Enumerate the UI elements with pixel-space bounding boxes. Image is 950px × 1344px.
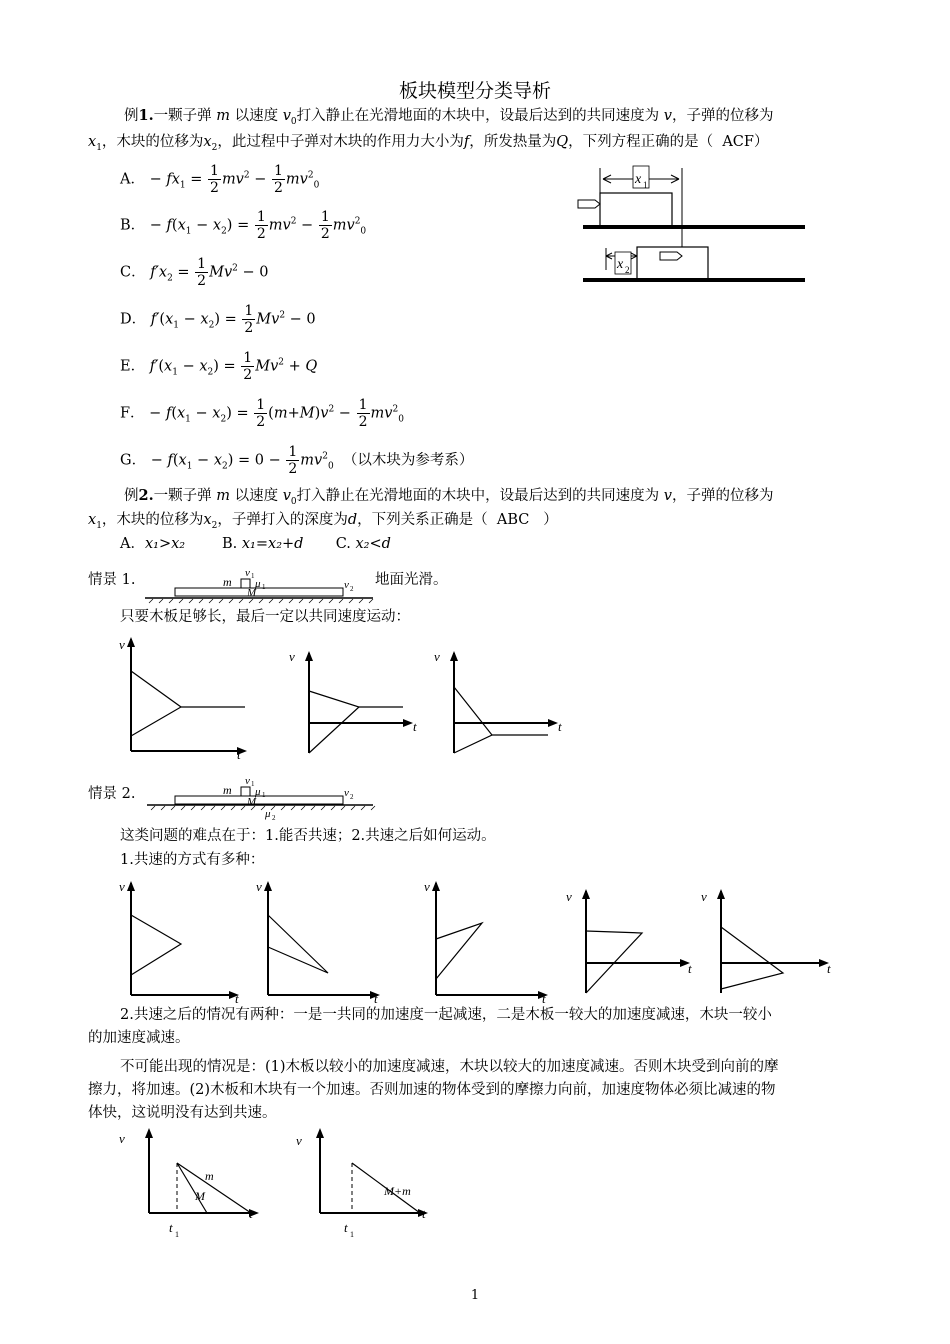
scene2-label: 情景 2.: [88, 786, 136, 802]
svg-text:t: t: [413, 719, 417, 734]
scene2-graph-4: [560, 885, 700, 995]
scene2-graph-2: [252, 875, 387, 1005]
ex1-option-d: D． $f'(x_1 - x_2)$ = $\frac{1}{2}$ $Mv^2 - 0$: [120, 303, 316, 336]
scene1-graph-1: [115, 633, 255, 763]
scene1-note: 地面光滑。: [375, 572, 448, 588]
scene2-desc2: 1.共速的方式有多种：: [120, 852, 265, 868]
svg-text:1: 1: [262, 583, 266, 591]
svg-text:M: M: [247, 796, 257, 808]
scene1-graph-3: [430, 645, 570, 760]
svg-text:t: t: [422, 1206, 426, 1221]
ex1-line1: 例1.一颗子弹 m 以速度 $v_0$打入静止在光滑地面的木块中，设最后达到的共同速度为 v，子弹的位移为: [124, 107, 774, 127]
svg-text:M: M: [195, 1189, 205, 1203]
svg-text:v: v: [245, 775, 250, 787]
svg-text:1: 1: [175, 1230, 179, 1239]
svg-text:1: 1: [251, 572, 255, 580]
svg-text:1: 1: [350, 1230, 354, 1239]
svg-text:v: v: [344, 579, 349, 591]
svg-text:t: t: [235, 991, 239, 1006]
svg-text:2: 2: [272, 814, 276, 822]
svg-text:v: v: [424, 879, 430, 894]
svg-text:t: t: [558, 719, 562, 734]
scene2-graph-3: [420, 875, 555, 1005]
scene2-graph-5: [695, 885, 840, 995]
scene2-graph-1: [115, 875, 245, 1005]
bottom-graph-1: [115, 1125, 270, 1245]
ex1-option-g: G． − $f(x_1 - x_2) = 0$ − $\frac{1}{2}$ $mv^2_0$ （以木块为参考系）: [120, 444, 474, 477]
svg-text:v: v: [119, 637, 125, 652]
ex2-line2: $x_1$，木块的位移为$x_2$，子弹打入的深度为d，下列关系正确是（ ABC ）: [88, 512, 558, 531]
svg-text:μ: μ: [255, 786, 261, 798]
svg-text:t: t: [827, 961, 831, 976]
para3-line2: 的加速度减速。: [88, 1030, 190, 1046]
svg-text:μ: μ: [265, 808, 271, 820]
svg-text:v: v: [701, 889, 707, 904]
svg-text:v: v: [119, 879, 125, 894]
ex1-option-a: A． − $fx_1$ = $\frac{1}{2}$ $mv^2$ − $\frac{1}{2}$ $mv^2_0$: [120, 163, 320, 196]
ex1-option-c: C． $f'x_2$ = $\frac{1}{2}$ $Mv^2 - 0$: [120, 256, 269, 289]
svg-text:1: 1: [643, 180, 648, 190]
svg-text:t: t: [169, 1220, 173, 1235]
svg-text:x: x: [635, 172, 642, 187]
ex1-option-e: E． $f'(x_1 - x_2)$ = $\frac{1}{2}$ $Mv^2 + Q$: [120, 350, 318, 383]
svg-text:2: 2: [625, 265, 630, 275]
svg-text:M: M: [247, 587, 257, 599]
ex1-option-f: F． − $f(x_1 - x_2)$ = $\frac{1}{2}$ $(m+M)v^2$ − $\frac{1}{2}$ $mv^2_0$: [120, 397, 404, 430]
svg-text:t: t: [688, 961, 692, 976]
bullet-block-diagram: [575, 160, 810, 290]
scene1-desc: 只要木板足够长，最后一定以共同速度运动：: [120, 609, 410, 625]
svg-text:v: v: [434, 649, 440, 664]
para4-line1: 不可能出现的情况是：(1)木板以较小的加速度减速，木块以较大的加速度减速。否则木块受到向前的摩: [120, 1059, 779, 1075]
svg-text:t: t: [374, 991, 378, 1006]
svg-text:m: m: [223, 575, 232, 589]
svg-text:v: v: [256, 879, 262, 894]
scene1-board-diagram: [145, 562, 375, 604]
ex1-option-b: B． − $f(x_1 - x_2)$ = $\frac{1}{2}$ $mv^2$ − $\frac{1}{2}$ $mv^2_0$: [120, 209, 367, 242]
svg-text:v: v: [245, 567, 250, 579]
svg-text:t: t: [237, 747, 241, 762]
svg-text:μ: μ: [255, 578, 261, 590]
ex2-line1: 例2.一颗子弹 m 以速度 $v_0$打入静止在光滑地面的木块中，设最后达到的共同速度为 v，子弹的位移为: [124, 487, 774, 507]
svg-text:x: x: [617, 257, 624, 272]
page-number: 1: [470, 1288, 480, 1303]
scene1-label: 情景 1.: [88, 572, 136, 588]
scene2-board-diagram: [145, 774, 375, 826]
svg-text:1: 1: [262, 791, 266, 799]
svg-text:t: t: [249, 1206, 253, 1221]
svg-text:t: t: [344, 1220, 348, 1235]
bottom-graph-2: [290, 1125, 445, 1245]
svg-text:v: v: [289, 649, 295, 664]
svg-text:2: 2: [350, 793, 354, 801]
page-title: 板块模型分类导析: [398, 80, 551, 102]
ex2-options: A．x₁>x₂ B. x₁=x₂+d C. x₂<d: [120, 536, 391, 552]
svg-text:M+m: M+m: [384, 1184, 411, 1198]
ex1-line2: $x_1$，木块的位移为$x_2$，此过程中子弹对木块的作用力大小为f，所发热量为Q，下列方程正确的是（ ACF）: [88, 134, 769, 153]
para4-line3: 体快，这说明没有达到共速。: [88, 1105, 277, 1121]
svg-text:t: t: [542, 991, 546, 1006]
para3-line1: 2.共速之后的情况有两种：一是一共同的加速度一起减速，二是木板一较大的加速度减速，木块一较小: [120, 1007, 772, 1023]
svg-text:1: 1: [251, 780, 255, 788]
svg-text:v: v: [119, 1131, 125, 1146]
svg-text:2: 2: [350, 585, 354, 593]
para4-line2: 擦力，将加速。(2)木板和木块有一个加速。否则加速的物体受到的摩擦力向前，加速度物体必须比减速的物: [88, 1082, 776, 1098]
svg-text:v: v: [296, 1133, 302, 1148]
scene1-graph-2: [285, 645, 425, 760]
svg-text:m: m: [205, 1169, 214, 1183]
svg-text:v: v: [566, 889, 572, 904]
svg-text:m: m: [223, 783, 232, 797]
scene2-desc1: 这类问题的难点在于：1.能否共速；2.共速之后如何运动。: [120, 828, 496, 844]
svg-text:v: v: [344, 787, 349, 799]
